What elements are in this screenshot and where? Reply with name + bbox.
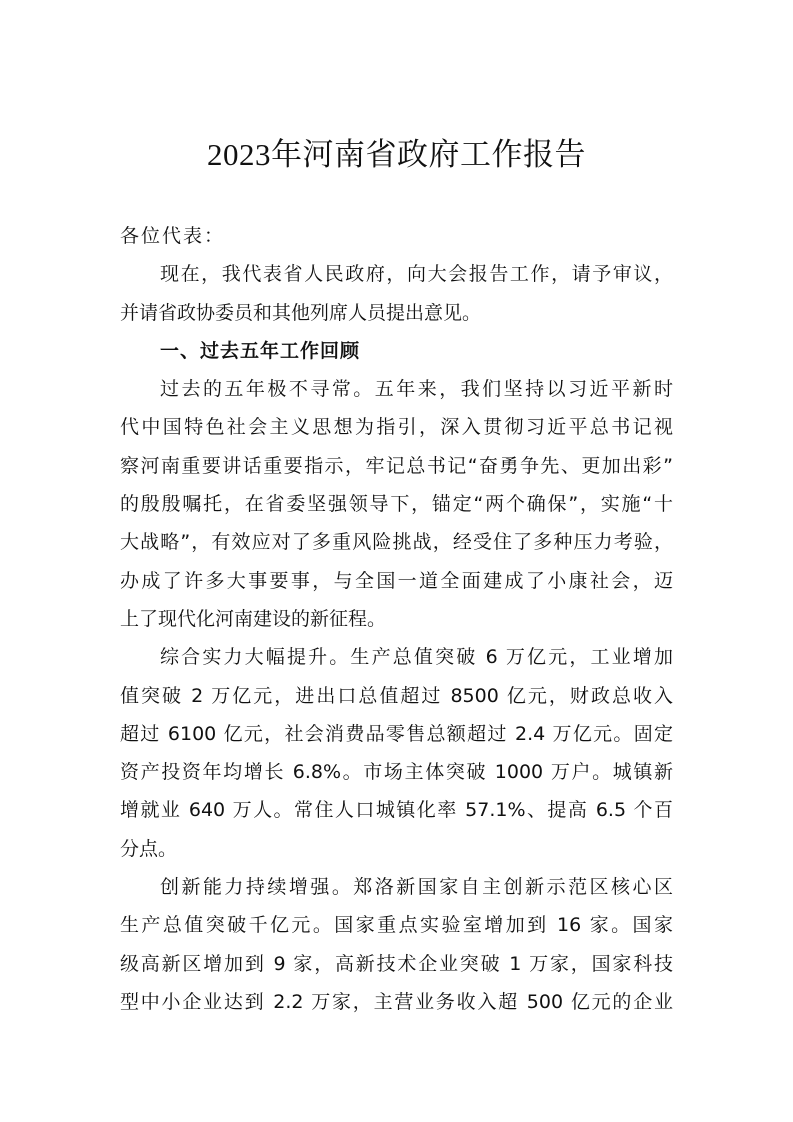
paragraph-line: 增就业 640 万人。常住人口城镇化率 57.1%、提高 6.5 个百	[120, 799, 673, 822]
paragraph-line: 资产投资年均增长 6.8%。市场主体突破 1000 万户。城镇新	[120, 761, 673, 784]
paragraph-line: 值突破 2 万亿元，进出口总值超过 8500 亿元，财政总收入	[120, 684, 673, 707]
paragraph-line: 分点。	[120, 837, 178, 860]
paragraph-line: 创新能力持续增强。郑洛新国家自主创新示范区核心区	[160, 876, 673, 899]
section-heading: 一、过去五年工作回顾	[160, 339, 361, 362]
paragraph-intro	[120, 255, 673, 332]
paragraph-line: 的殷殷嘱托，在省委坚强领导下，锚定“两个确保”，实施“十	[120, 493, 673, 516]
paragraph-review	[120, 370, 673, 638]
paragraph-line: 型中小企业达到 2.2 万家，主营业务收入超 500 亿元的企业	[120, 990, 673, 1013]
paragraph-line: 过去的五年极不寻常。五年来，我们坚持以习近平新时	[160, 378, 673, 401]
paragraph-line: 大战略”，有效应对了多重风险挑战，经受住了多种压力考验，	[120, 531, 673, 554]
paragraph-line: 并请省政协委员和其他列席人员提出意见。	[120, 301, 482, 324]
paragraph-line: 办成了许多大事要事，与全国一道全面建成了小康社会，迈	[120, 569, 673, 592]
paragraph-line: 现在，我代表省人民政府，向大会报告工作，请予审议，	[160, 263, 673, 286]
document-title: 2023年河南省政府工作报告	[207, 137, 586, 172]
salutation: 各位代表：	[120, 225, 226, 247]
paragraph-strength	[120, 638, 673, 868]
paragraph-line: 上了现代化河南建设的新征程。	[120, 607, 387, 630]
paragraph-line: 察河南重要讲话重要指示，牢记总书记“奋勇争先、更加出彩”	[120, 454, 673, 477]
paragraph-line: 级高新区增加到 9 家，高新技术企业突破 1 万家，国家科技	[120, 952, 673, 975]
paragraph-line: 综合实力大幅提升。生产总值突破 6 万亿元，工业增加	[160, 646, 673, 669]
paragraph-innovation	[120, 868, 673, 1021]
paragraph-line: 代中国特色社会主义思想为指引，深入贯彻习近平总书记视	[120, 416, 673, 439]
paragraph-line: 超过 6100 亿元，社会消费品零售总额超过 2.4 万亿元。固定	[120, 722, 673, 745]
paragraph-line: 生产总值突破千亿元。国家重点实验室增加到 16 家。国家	[120, 914, 673, 937]
document-body	[120, 217, 673, 1021]
